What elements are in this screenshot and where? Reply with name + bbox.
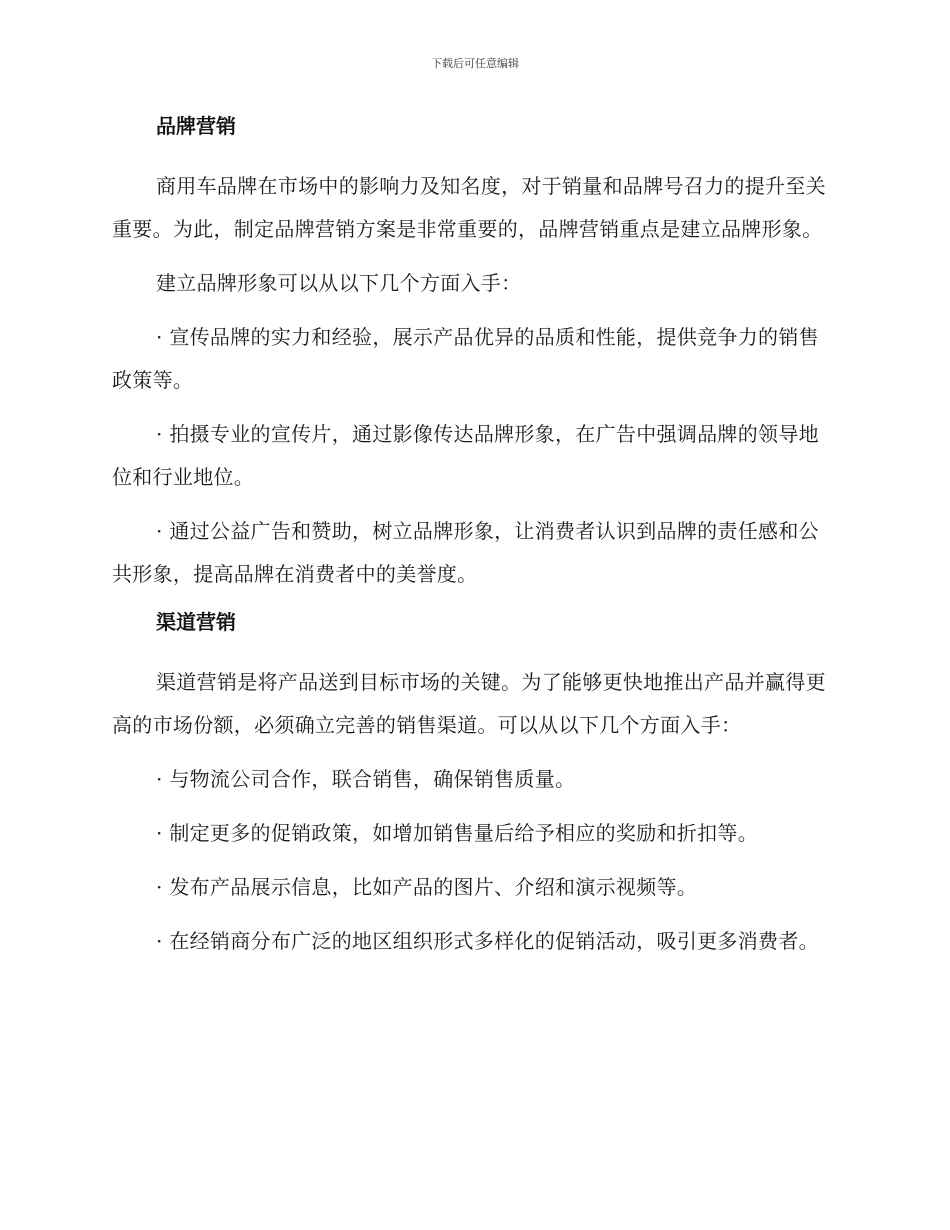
bullet-paragraph: · 在经销商分布广泛的地区组织形式多样化的促销活动，吸引更多消费者。 [156,929,819,953]
bullet-paragraph: · 发布产品展示信息，比如产品的图片、介绍和演示视频等。 [156,875,698,899]
bullet-paragraph: · 拍摄专业的宣传片，通过影像传达品牌形象，在广告中强调品牌的领导地位和行业地位。 [112,422,819,489]
header-note: 下载后可任意编辑 [431,57,519,70]
section-heading: 渠道营销 [156,610,236,634]
paragraph: 商用车品牌在市场中的影响力及知名度，对于销量和品牌号召力的提升至关重要。为此，制定品牌营销方案是非常重要的，品牌营销重点是建立品牌形象。 [112,174,826,241]
section-channel-marketing [112,607,832,963]
section-heading: 品牌营销 [156,114,236,138]
document-body [112,111,832,974]
bullet-paragraph: · 制定更多的促销政策，如增加销售量后给予相应的奖励和折扣等。 [156,821,759,845]
paragraph: 建立品牌形象可以从以下几个方面入手： [156,271,522,295]
paragraph: 渠道营销是将产品送到目标市场的关键。为了能够更快地推出产品并赢得更高的市场份额，必须确立完善的销售渠道。可以从以下几个方面入手： [112,670,826,737]
bullet-paragraph: · 宣传品牌的实力和经验，展示产品优异的品质和性能，提供竞争力的销售政策等。 [112,325,819,392]
bullet-paragraph: · 与物流公司合作，联合销售，确保销售质量。 [156,767,576,791]
section-brand-marketing [112,111,832,596]
bullet-paragraph: · 通过公益广告和赞助，树立品牌形象，让消费者认识到品牌的责任感和公共形象，提高品牌在消费者中的美誉度。 [112,519,819,586]
